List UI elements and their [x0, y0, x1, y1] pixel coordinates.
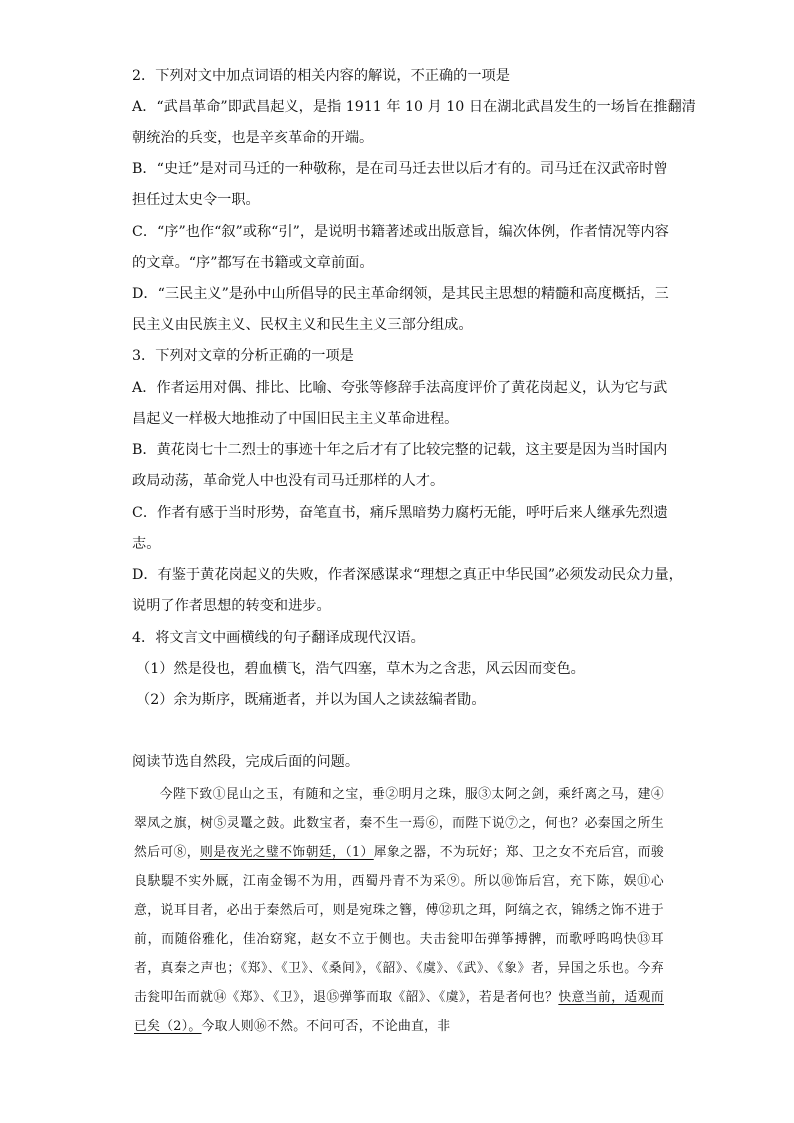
q2-option-c-line1: C．“序”也作“叙”或称“引”，是说明书籍著述或出版意旨，编次体例，作者情况等内容 — [132, 224, 669, 240]
q3-option-d-line2: 说明了作者思想的转变和进步。 — [132, 598, 331, 614]
passage-text-1: 今陛下致①昆山之玉，有随和之宝，垂②明月之珠，服③太阿之剑，乘纤离之马，建④翠凤之旗，树⑤灵鼍之鼓。此数宝者，秦不生一焉⑥，而陛下说⑦之，何也？必秦国之所生然后可⑧， — [134, 787, 664, 860]
q3-stem: 3．下列对文章的分析正确的一项是 — [132, 348, 354, 364]
q3-option-c-line2: 志。 — [132, 536, 161, 552]
reading-instruction: 阅读节选自然段，完成后面的问题。 — [132, 754, 360, 770]
underlined-sentence-2: 快意当前，适观而已矣（2）。 — [134, 990, 664, 1034]
q2-option-a-line1: A．“武昌革命”即武昌起义，是指 1911 年 10 月 10 日在湖北武昌发生的一场旨在推翻清 — [132, 99, 696, 115]
q4-stem: 4．将文言文中画横线的句子翻译成现代汉语。 — [132, 630, 425, 646]
q3-option-a-line1: A．作者运用对偶、排比、比喻、夸张等修辞手法高度评价了黄花岗起义，认为它与武 — [132, 380, 668, 396]
q4-sentence-2: （2）余为斯序，既痛逝者，并以为国人之读兹编者勖。 — [136, 692, 486, 708]
underlined-sentence-1: 则是夜光之璧不饰朝廷，（1） — [200, 845, 374, 860]
q2-option-c-line2: 的文章。“序”都写在书籍或文章前面。 — [132, 255, 374, 271]
q2-option-a-line2: 朝统治的兵变，也是辛亥革命的开端。 — [132, 130, 374, 146]
passage-text-2: 犀象之器，不为玩好；郑、卫之女不充后宫，而骏良駃騠不实外厩，江南金锡不为用，西蜀丹青不为采⑨。所以⑩饰后宫，充下陈，娱⑪心意，说耳目者，必出于秦然后可，则是宛珠之簪，傅⑫玑之珥，阿缟之衣，锦绣之饰不进于前，而随俗雅化，佳冶窈窕，赵女不立于侧也。夫击瓮叩缶弹筝搏髀，而歌呼呜呜快⑬耳者，真秦之声也；《郑》、《卫》、《桑间》，《韶》、《虞》、《武》、《象》者，异国之乐也。今弃击瓮叩缶而就⑭《郑》、《卫》，退⑮弹筝而取《韶》、《虞》，若是者何也？ — [134, 845, 664, 1005]
q2-option-b-line2: 担任过太史令一职。 — [132, 192, 260, 208]
passage-paragraph — [134, 780, 664, 1041]
q2-option-d-line1: D．“三民主义”是孙中山所倡导的民主革命纲领，是其民主思想的精髓和高度概括，三 — [132, 286, 669, 302]
passage-text-3: 今取人则⑯不然。不问可否，不论曲直，非 — [201, 1019, 451, 1034]
q3-option-c-line1: C．作者有感于当时形势，奋笔直书，痛斥黑暗势力腐朽无能，呼吁后来人继承先烈遗 — [132, 505, 668, 521]
q3-option-b-line2: 政局动荡，革命党人中也没有司马迁那样的人才。 — [132, 473, 445, 489]
q2-option-d-line2: 民主义由民族主义、民权主义和民生主义三部分组成。 — [132, 317, 473, 333]
classical-passage — [134, 780, 664, 1041]
q3-option-a-line2: 昌起义一样极大地推动了中国旧民主主义革命进程。 — [132, 411, 459, 427]
q4-sentence-1: （1）然是役也，碧血横飞，浩气四塞，草木为之含悲，风云因而变色。 — [136, 661, 585, 677]
q3-option-d-line1: D．有鉴于黄花岗起义的失败，作者深感谋求“理想之真正中华民国”必须发动民众力量， — [132, 567, 683, 583]
q3-option-b-line1: B．黄花岗七十二烈士的事迹十年之后才有了比较完整的记载，这主要是因为当时国内 — [132, 442, 668, 458]
q2-stem: 2．下列对文中加点词语的相关内容的解说，不正确的一项是 — [132, 68, 510, 84]
q2-option-b-line1: B．“史迁”是对司马迁的一种敬称，是在司马迁去世以后才有的。司马迁在汉武帝时曾 — [132, 161, 668, 177]
